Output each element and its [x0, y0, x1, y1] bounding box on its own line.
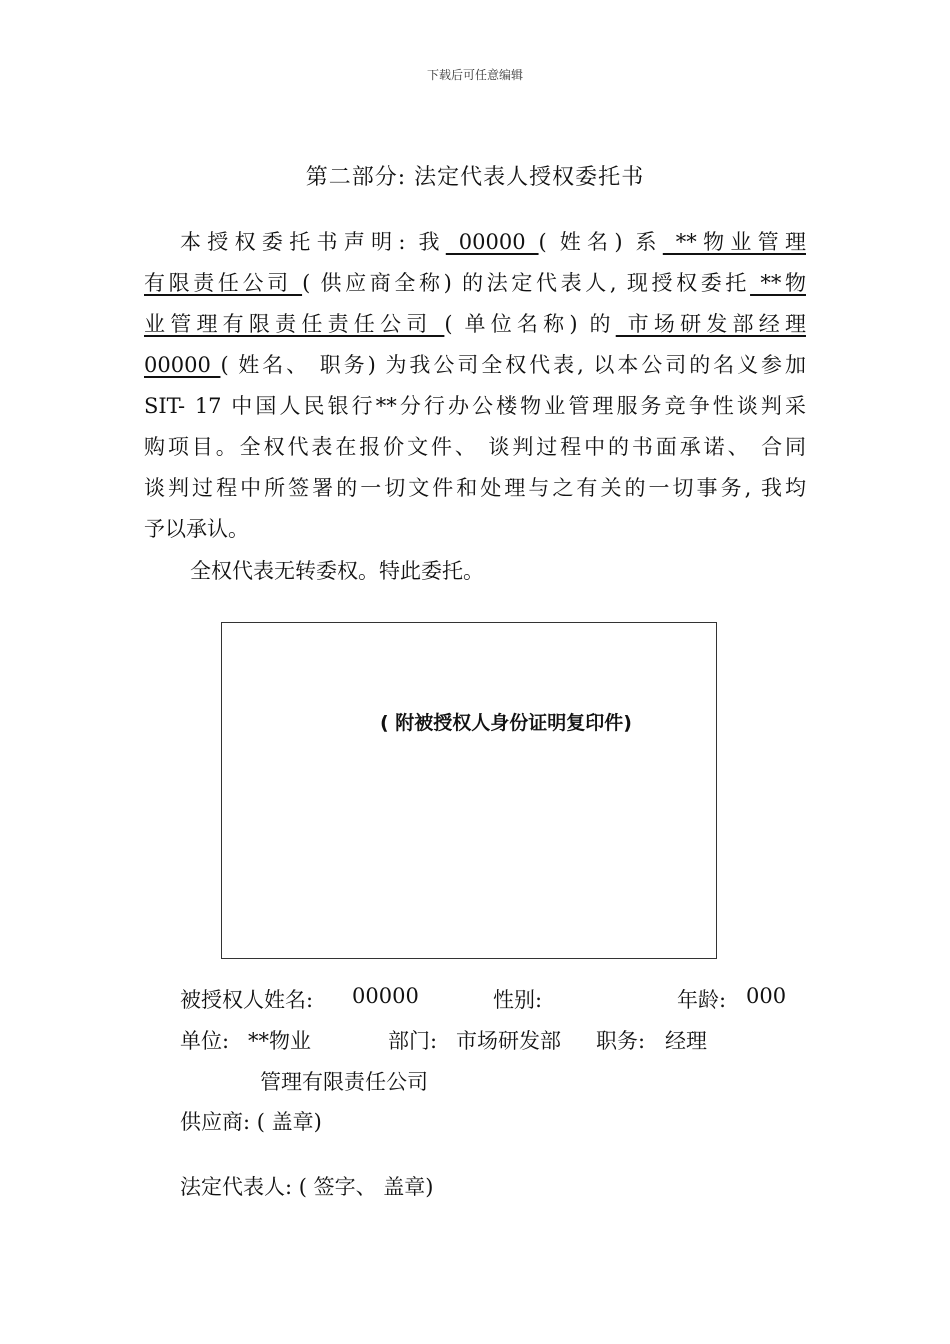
page-header: 下载后可任意编辑 — [426, 68, 523, 82]
agent-position-field: 市场研发部经理 — [615, 312, 806, 336]
age-value: 000 — [746, 984, 787, 1008]
body-line-6: 购项目。全权代表在报价文件、 谈判过程中的书面承诺、 合同 — [144, 435, 806, 459]
dept-label: 部门: — [388, 1029, 438, 1053]
unit-name-field: **物 — [750, 271, 806, 295]
supplier-name-field-cont: 有限责任公司 — [144, 271, 303, 295]
age-label: 年龄: — [677, 988, 727, 1012]
supplier-name-field: **物业管理 — [662, 230, 806, 254]
body-line-3 — [144, 304, 806, 344]
text-segment: ( 单位名称) 的 — [444, 312, 616, 336]
body-line-8: 予以承认。 — [144, 517, 249, 541]
text-segment: 本授权委托书声明: 我 — [180, 230, 446, 254]
id-copy-note: ( 附被授权人身份证明复印件) — [380, 712, 632, 734]
text-segment: ( 供应商全称) 的法定代表人, 现授权委托 — [302, 271, 751, 295]
body-line-7: 谈判过程中所签署的一切文件和处理与之有关的一切事务, 我均 — [144, 476, 806, 500]
gender-label: 性别: — [493, 988, 543, 1012]
supplier-seal-label: 供应商: ( 盖章) — [180, 1110, 322, 1134]
body-line-1 — [180, 222, 806, 262]
text-segment: ( 姓名、 职务) 为我公司全权代表, 以本公司的名义参加 — [220, 353, 806, 377]
body-line-5: SIT- 17 中国人民银行**分行办公楼物业管理服务竞争性谈判采 — [144, 394, 806, 418]
id-copy-box — [221, 622, 717, 959]
agent-name-label: 被授权人姓名: — [180, 988, 314, 1012]
unit-label: 单位: — [180, 1029, 230, 1053]
unit-value-cont: 管理有限责任公司 — [260, 1070, 428, 1094]
position-label: 职务: — [596, 1029, 646, 1053]
agent-name-value: 00000 — [352, 984, 419, 1008]
page-title: 第二部分: 法定代表人授权委托书 — [305, 165, 645, 190]
unit-name-field-cont: 业管理有限责任责任公司 — [144, 312, 445, 336]
dept-value: 市场研发部 — [456, 1029, 561, 1053]
body-line-9: 全权代表无转委权。特此委托。 — [190, 559, 484, 583]
text-segment: ( 姓名) 系 — [538, 230, 663, 254]
principal-name-field: 00000 — [445, 230, 539, 254]
body-line-2 — [144, 263, 806, 303]
unit-value: **物业 — [248, 1029, 311, 1053]
position-value: 经理 — [665, 1029, 707, 1053]
agent-name-field: 00000 — [144, 353, 221, 377]
legal-rep-signature-label: 法定代表人: ( 签字、 盖章) — [180, 1175, 434, 1199]
body-line-4 — [144, 345, 806, 385]
